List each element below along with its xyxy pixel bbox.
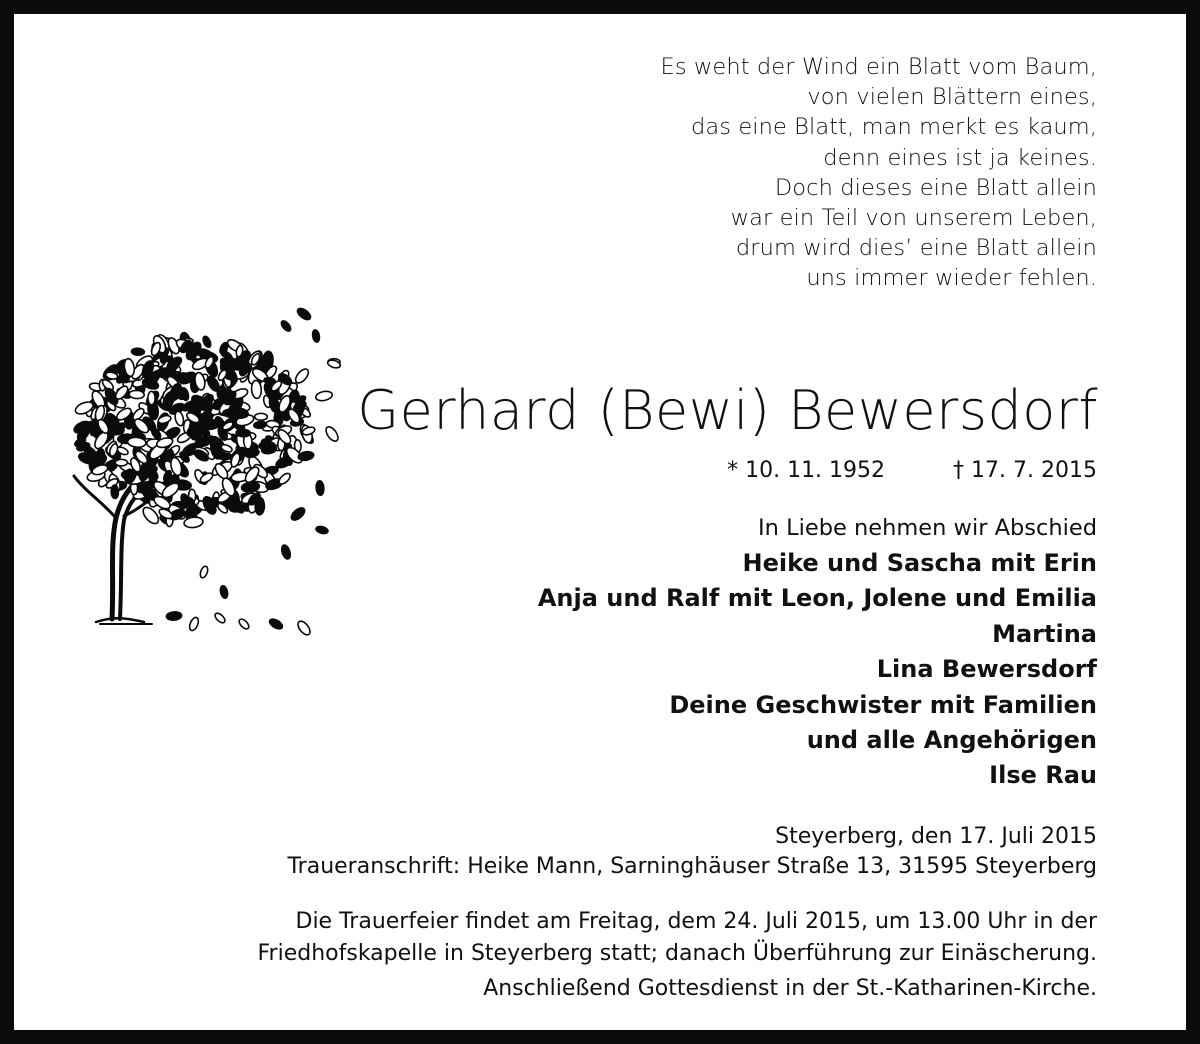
mourner: und alle Angehörigen xyxy=(806,726,1097,755)
service-line: Die Trauerfeier findet am Freitag, dem 24. Juli 2015, um 13.00 Uhr in der xyxy=(295,909,1097,934)
birth-date: * 10. 11. 1952 xyxy=(727,458,886,483)
mourner: Heike und Sascha mit Erin xyxy=(742,549,1097,577)
mourner: Ilse Rau xyxy=(989,761,1097,790)
windblown-tree-icon xyxy=(54,306,354,646)
poem-line: war ein Teil von unserem Leben, xyxy=(730,205,1097,232)
mourner: Martina xyxy=(992,619,1097,648)
church-service-info: Anschließend Gottesdienst in der St.-Katharinen-Kirche. xyxy=(483,976,1097,1001)
death-date: † 17. 7. 2015 xyxy=(953,458,1097,483)
service-line: Friedhofskapelle in Steyerberg statt; danach Überführung zur Einäscherung. xyxy=(257,940,1097,966)
service-info xyxy=(258,906,1098,969)
poem-line: drum wird dies’ eine Blatt allein xyxy=(735,235,1097,262)
poem-line: uns immer wieder fehlen. xyxy=(806,265,1097,292)
mourner: Deine Geschwister mit Familien xyxy=(669,690,1097,719)
poem-line: Doch dieses eine Blatt allein xyxy=(774,174,1097,201)
mourning-address: Traueranschrift: Heike Mann, Sarninghäuser Straße 13, 31595 Steyerberg xyxy=(287,854,1097,879)
place-date: Steyerberg, den 17. Juli 2015 xyxy=(775,824,1097,849)
poem-line: von vielen Blättern eines, xyxy=(807,84,1097,111)
poem xyxy=(661,52,1097,294)
poem-line: Es weht der Wind ein Blatt vom Baum, xyxy=(660,54,1097,80)
life-dates xyxy=(727,458,1097,483)
poem-line: denn eines ist ja keines. xyxy=(823,144,1097,171)
mourner: Lina Bewersdorf xyxy=(876,655,1097,684)
poem-line: das eine Blatt, man merkt es kaum, xyxy=(690,114,1097,141)
mourner: Anja und Ralf mit Leon, Jolene und Emilia xyxy=(537,584,1097,613)
mourners-list xyxy=(538,546,1097,794)
farewell-intro: In Liebe nehmen wir Abschied xyxy=(758,515,1097,541)
deceased-name: Gerhard (Bewi) Bewersdorf xyxy=(357,379,1098,442)
